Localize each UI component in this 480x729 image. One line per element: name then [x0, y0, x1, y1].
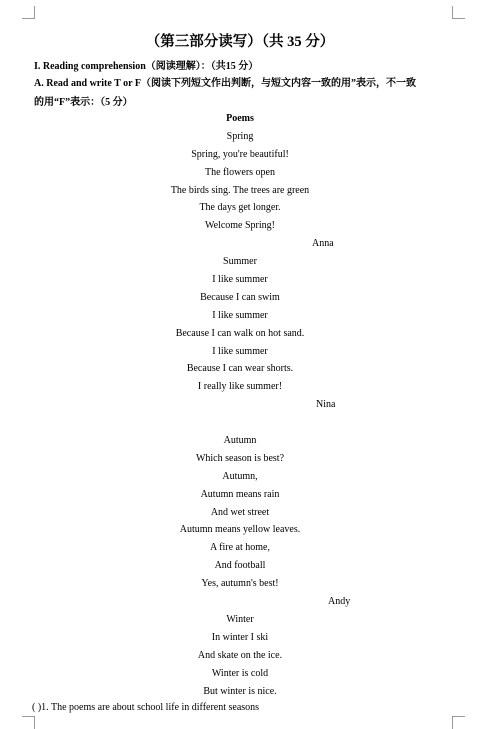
poem-line: Autumn means rain — [200, 488, 280, 500]
poem-line: I like summer — [212, 345, 268, 357]
page-corner-mark — [22, 6, 35, 19]
page-title: （第三部分读写）（共 35 分） — [145, 34, 335, 50]
poem-line: And wet street — [210, 506, 270, 518]
poem-line: Summer — [223, 256, 257, 268]
poem-line: Spring — [226, 130, 254, 142]
poem-line: And football — [214, 560, 266, 572]
poem-line: Because I can swim — [200, 291, 280, 303]
poem-line: Because I can wear shorts. — [186, 363, 294, 375]
poem-line: I really like summer! — [197, 381, 283, 393]
poem-line — [0, 414, 480, 432]
poem-line: Welcome Spring! — [204, 220, 275, 232]
poem-line: Spring, you're beautiful! — [191, 148, 289, 160]
poem-line: And skate on the ice. — [197, 649, 283, 661]
section-heading-reading: I. Reading comprehension（阅读理解）：（共15 分） — [34, 61, 259, 72]
instruction-line-1: A. Read and write T or F（阅读下列短文作出判断，与短文内容一致的用”表示，不一致 — [34, 78, 416, 89]
poem-line: Autumn — [223, 435, 257, 447]
poem-line: The days get longer. — [199, 202, 281, 214]
poem-line: A fire at home, — [210, 542, 270, 554]
poem-line: Poems — [226, 113, 254, 124]
page-corner-mark — [452, 6, 465, 19]
poem-line: Andy — [328, 596, 351, 608]
poem-block — [0, 110, 480, 700]
poem-line: Yes, autumn's best! — [201, 578, 279, 590]
answer-blank[interactable]: ( ) — [32, 702, 42, 713]
poem-line: In winter I ski — [211, 631, 269, 643]
question-1 — [32, 702, 259, 713]
poem-line: Autumn, — [222, 470, 258, 482]
page-corner-mark — [22, 716, 35, 729]
poem-line: The birds sing. The trees are green — [170, 184, 310, 196]
poem-line: Winter — [226, 613, 254, 625]
poem-line: But winter is nice. — [203, 685, 277, 697]
poem-line: I like summer — [212, 274, 268, 286]
poem-line: I like summer — [212, 309, 268, 321]
instruction-line-2: 的用“F”表示：（5 分） — [34, 97, 133, 108]
poem-line: The flowers open — [205, 166, 275, 178]
poem-line: Nina — [316, 399, 336, 411]
poem-line: Winter is cold — [211, 667, 269, 679]
page-corner-mark — [452, 716, 465, 729]
question-text: 1. The poems are about school life in different seasons — [41, 702, 260, 713]
poem-line: Autumn means yellow leaves. — [179, 524, 301, 536]
poem-line: Which season is best? — [195, 452, 285, 464]
poem-line: Because I can walk on hot sand. — [175, 327, 305, 339]
poem-line: Anna — [312, 238, 334, 250]
